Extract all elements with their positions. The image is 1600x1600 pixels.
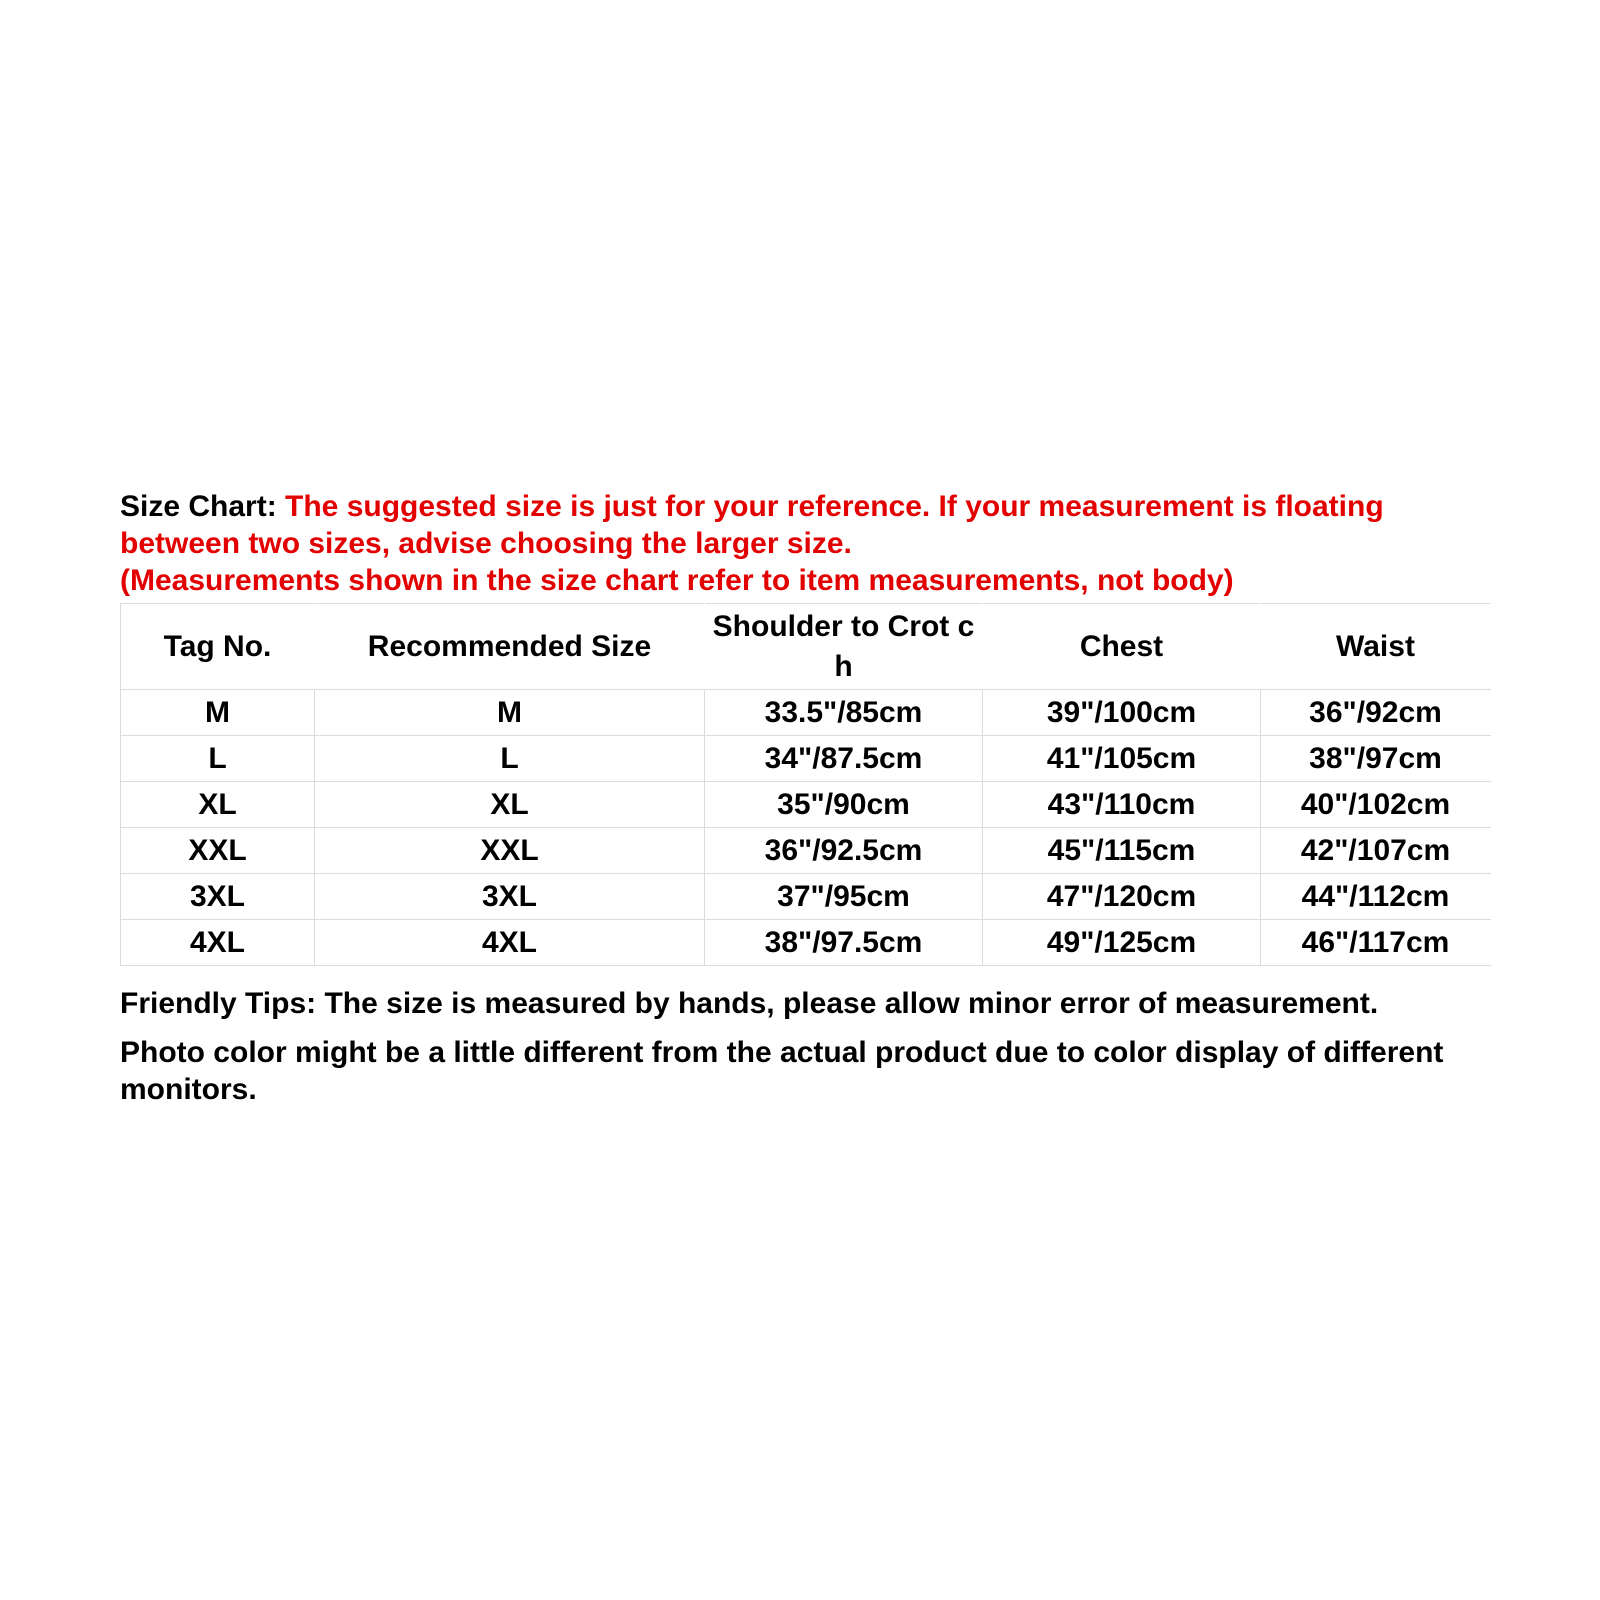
header-recommended-size: Recommended Size <box>315 604 705 690</box>
table-row <box>121 920 1491 966</box>
photo-color-note: Photo color might be a little different from the actual product due to color display of different monitors. <box>120 1036 1444 1106</box>
measurement-notice: (Measurements shown in the size chart refer to item measurements, not body) <box>120 564 1234 597</box>
cell-shoulder-to-crotch: 35"/90cm <box>705 782 983 828</box>
size-table <box>120 603 1491 966</box>
cell-tag-no: 4XL <box>121 920 315 966</box>
cell-chest: 49"/125cm <box>983 920 1261 966</box>
header-chest: Chest <box>983 604 1261 690</box>
cell-recommended-size: M <box>315 690 705 736</box>
table-row <box>121 828 1491 874</box>
cell-tag-no: 3XL <box>121 874 315 920</box>
cell-tag-no: XXL <box>121 828 315 874</box>
cell-chest: 45"/115cm <box>983 828 1261 874</box>
cell-tag-no: M <box>121 690 315 736</box>
cell-recommended-size: XXL <box>315 828 705 874</box>
cell-tag-no: L <box>121 736 315 782</box>
cell-shoulder-to-crotch: 34"/87.5cm <box>705 736 983 782</box>
size-notice: The suggested size is just for your reference. If your measurement is floating between two sizes, advise choosing the larger size. <box>120 490 1384 560</box>
table-header-row <box>121 604 1491 690</box>
cell-waist: 46"/117cm <box>1261 920 1491 966</box>
table-row <box>121 782 1491 828</box>
table-row <box>121 736 1491 782</box>
cell-waist: 44"/112cm <box>1261 874 1491 920</box>
header-shoulder-to-crotch-text: Shoulder to Crot ch <box>712 609 975 683</box>
cell-waist: 42"/107cm <box>1261 828 1491 874</box>
size-chart-document <box>120 488 1490 1108</box>
header-shoulder-to-crotch <box>705 604 983 690</box>
friendly-tips: Friendly Tips: The size is measured by hands, please allow minor error of measurement. <box>120 987 1379 1020</box>
cell-recommended-size: XL <box>315 782 705 828</box>
cell-waist: 36"/92cm <box>1261 690 1491 736</box>
cell-tag-no: XL <box>121 782 315 828</box>
size-chart-intro <box>120 488 1490 599</box>
cell-shoulder-to-crotch: 36"/92.5cm <box>705 828 983 874</box>
cell-shoulder-to-crotch: 37"/95cm <box>705 874 983 920</box>
table-row <box>121 874 1491 920</box>
cell-waist: 38"/97cm <box>1261 736 1491 782</box>
table-row <box>121 690 1491 736</box>
cell-chest: 39"/100cm <box>983 690 1261 736</box>
cell-waist: 40"/102cm <box>1261 782 1491 828</box>
cell-recommended-size: 4XL <box>315 920 705 966</box>
cell-shoulder-to-crotch: 33.5"/85cm <box>705 690 983 736</box>
cell-chest: 41"/105cm <box>983 736 1261 782</box>
size-chart-label: Size Chart: <box>120 490 286 523</box>
cell-recommended-size: 3XL <box>315 874 705 920</box>
cell-recommended-size: L <box>315 736 705 782</box>
header-tag-no: Tag No. <box>121 604 315 690</box>
cell-chest: 43"/110cm <box>983 782 1261 828</box>
header-waist: Waist <box>1261 604 1491 690</box>
cell-chest: 47"/120cm <box>983 874 1261 920</box>
cell-shoulder-to-crotch: 38"/97.5cm <box>705 920 983 966</box>
